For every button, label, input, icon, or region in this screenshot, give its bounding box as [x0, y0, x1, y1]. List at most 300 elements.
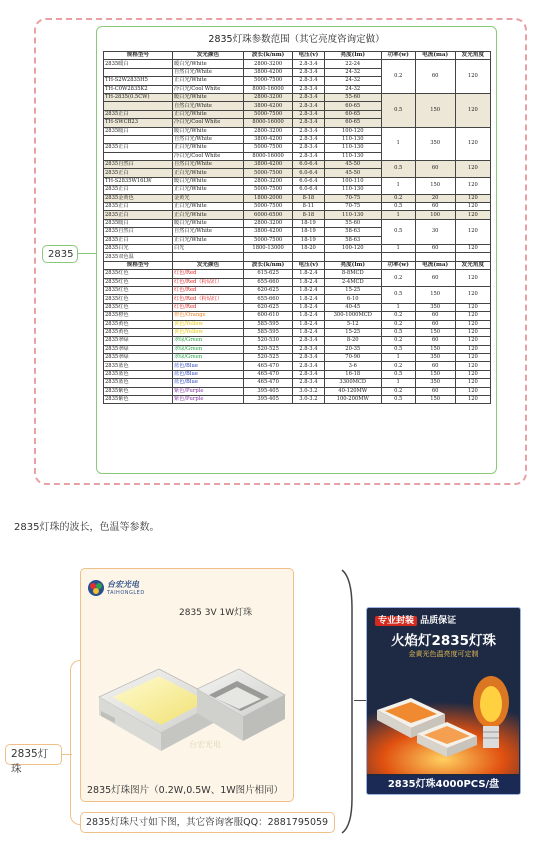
table-cell: 120: [455, 93, 490, 127]
table-cell: TH-2835(0.5CW): [104, 93, 173, 101]
table-row: [104, 60, 491, 68]
table-cell: 150: [415, 370, 455, 378]
table-cell: 120: [455, 244, 490, 252]
product-image-card[interactable]: [80, 568, 294, 802]
table-cell: 红色/Red（粉钻红）: [172, 295, 243, 303]
table-cell: 5000-7500: [244, 169, 293, 177]
table-row: [104, 244, 491, 252]
table-cell: 120: [455, 203, 490, 211]
table-cell: 2835蓝色: [104, 379, 173, 387]
table-cell: 16-18: [324, 370, 381, 378]
table-cell: 2835自然白: [104, 228, 173, 236]
table-cell: 1: [381, 177, 415, 194]
table-cell: 2835蓝色: [104, 362, 173, 370]
table-row: [104, 337, 491, 345]
table-cell: 正白光/White: [172, 144, 243, 152]
table-cell: 3.0-3.2: [293, 396, 325, 404]
table-cell: 5000-7500: [244, 110, 293, 118]
table-cell: 1: [381, 354, 415, 362]
table-cell: 100-200MW: [324, 396, 381, 404]
table-cell: 黄色/Yellow: [172, 320, 243, 328]
table-cell: 120: [455, 60, 490, 94]
logo-mark-icon: [87, 579, 105, 597]
table-cell: [104, 68, 173, 76]
table-cell: 620-625: [244, 303, 293, 311]
table-cell: 2835红色: [104, 295, 173, 303]
table-cell: 2.8-3.4: [293, 77, 325, 85]
table-cell: 2835红色: [104, 303, 173, 311]
table-cell: 0.2: [381, 194, 415, 202]
table-cell: 100-110: [324, 177, 381, 185]
table-cell: 6.0-6.4: [293, 186, 325, 194]
table-cell: [455, 253, 490, 261]
table-cell: 0.2: [381, 337, 415, 345]
table-cell: 60-65: [324, 119, 381, 127]
table-cell: 紫色/Purple: [172, 387, 243, 395]
table-cell: 615-625: [244, 270, 293, 278]
promo-image-card[interactable]: [366, 607, 521, 795]
table-cell: 红色/Red: [172, 303, 243, 311]
table-cell: 3800-4200: [244, 102, 293, 110]
table-cell: 55-60: [324, 93, 381, 101]
table-cell: 150: [415, 345, 455, 353]
table-cell: 2835黄色: [104, 320, 173, 328]
table-cell: 1.8-2.4: [293, 278, 325, 286]
table-cell: 2.8-3.4: [293, 345, 325, 353]
table-cell: 2800-3200: [244, 219, 293, 227]
table-cell: 白光: [172, 244, 243, 252]
brand-logo: [87, 577, 151, 601]
table-cell: 0.5: [381, 93, 415, 127]
promo-footer-bar: 2835灯珠4000PCS/盘: [367, 776, 520, 794]
table-cell: 5000-7500: [244, 236, 293, 244]
table-cell: 1: [381, 127, 415, 161]
table-cell: 465-470: [244, 379, 293, 387]
table-cell: [172, 253, 243, 261]
table-cell: 55-60: [324, 219, 381, 227]
table-cell: [104, 152, 173, 160]
table-cell: 8-18: [293, 194, 325, 202]
mindmap-bracket-right: [340, 568, 354, 835]
table-cell: 395-405: [244, 387, 293, 395]
table-cell: 620-625: [244, 286, 293, 294]
table-cell: 2835翠绿: [104, 345, 173, 353]
table-cell: 120: [455, 396, 490, 404]
logo-text-cn: 台宏光电: [107, 580, 139, 589]
table-cell: 8-20: [324, 337, 381, 345]
table-cell: 110-130: [324, 186, 381, 194]
table-cell: 紫色/Purple: [172, 396, 243, 404]
table-cell: 0.2: [381, 312, 415, 320]
table-cell: 60: [415, 270, 455, 287]
spec-table-card: [96, 26, 497, 474]
table-row: [104, 93, 491, 101]
table-cell: 自然白光/White: [172, 228, 243, 236]
table-cell: 红色/Red: [172, 270, 243, 278]
table-cell: 120: [455, 303, 490, 311]
table-cell: 1: [381, 303, 415, 311]
table-cell: [293, 253, 325, 261]
table-cell: TH-S2W2835H5: [104, 77, 173, 85]
table-cell: 110-130: [324, 211, 381, 219]
table-cell: 2835红色: [104, 286, 173, 294]
table-cell: 红色/Red（粉钻红）: [172, 278, 243, 286]
table-cell: 1: [381, 379, 415, 387]
table-cell: 2800-3200: [244, 60, 293, 68]
table-cell: 蓝色/Blue: [172, 362, 243, 370]
table-cell: 40-120MW: [324, 387, 381, 395]
promo-title: 火焰灯2835灯珠: [390, 633, 497, 649]
table-cell: 翠绿/Green: [172, 345, 243, 353]
table-cell: 2.8-3.4: [293, 144, 325, 152]
table-cell: 冷白光/Cool White: [172, 85, 243, 93]
table-cell: 2.8-3.4: [293, 135, 325, 143]
table-cell: 2.8-3.4: [293, 337, 325, 345]
table-cell: 0.2: [381, 270, 415, 287]
table-cell: 2835黄色: [104, 328, 173, 336]
table-cell: 3800-4200: [244, 68, 293, 76]
table-cell: 60: [415, 161, 455, 178]
table-cell: 24-32: [324, 85, 381, 93]
table-row: [104, 270, 491, 278]
table-header-cell: 电压(v): [293, 261, 325, 269]
product-spec-label: 2835 3V 1W灯珠: [179, 608, 253, 618]
table-cell: 正白光/White: [172, 211, 243, 219]
table-header-cell: 亮度(lm): [324, 261, 381, 269]
table-cell: 2835正白: [104, 110, 173, 118]
table-cell: 2835紫色: [104, 387, 173, 395]
table-cell: [244, 253, 293, 261]
table-cell: 自然白光/White: [172, 102, 243, 110]
table-cell: 自然白光/White: [172, 135, 243, 143]
table-cell: 正白光/White: [172, 186, 243, 194]
table-cell: 15-25: [324, 286, 381, 294]
mindmap-node-2835[interactable]: 2835: [42, 245, 78, 263]
table-header-cell: 发光角度: [455, 52, 490, 60]
table-cell: 2800-3200: [244, 177, 293, 185]
table-cell: 8-8MCD: [324, 270, 381, 278]
table-cell: 8000-16000: [244, 85, 293, 93]
table-cell: 2.8-3.4: [293, 93, 325, 101]
table-cell: 2.8-3.4: [293, 68, 325, 76]
table-cell: 24-32: [324, 77, 381, 85]
table-cell: 2835红色: [104, 270, 173, 278]
led-chip-photo: [89, 619, 287, 777]
table-cell: 2.8-3.4: [293, 119, 325, 127]
table-cell: 18-20: [293, 244, 325, 252]
table-cell: 120: [455, 379, 490, 387]
table-cell: TH-S2835W16LW: [104, 177, 173, 185]
table-cell: 45-50: [324, 161, 381, 169]
table-cell: 翠绿/Green: [172, 337, 243, 345]
table-cell: 520-525: [244, 354, 293, 362]
spec-table: [103, 51, 491, 404]
table-cell: 150: [415, 396, 455, 404]
table-cell: 58-63: [324, 236, 381, 244]
table-cell: 2835正白: [104, 186, 173, 194]
table-cell: 18-19: [293, 219, 325, 227]
table-cell: 冷白光/Cool White: [172, 119, 243, 127]
table-cell: 100-120: [324, 244, 381, 252]
table-row: [104, 379, 491, 387]
table-cell: 2835自然白: [104, 161, 173, 169]
table-cell: 自然白光/White: [172, 161, 243, 169]
mindmap-root-node[interactable]: 2835灯珠: [5, 744, 62, 765]
table-header-cell: 规格型号: [104, 261, 173, 269]
table-cell: 120: [455, 127, 490, 161]
table-row: [104, 177, 491, 185]
table-cell: 60: [415, 244, 455, 252]
table-cell: 金黄光: [172, 194, 243, 202]
table-header-cell: 电流(ma): [415, 52, 455, 60]
table-cell: 110-130: [324, 135, 381, 143]
table-cell: 150: [415, 286, 455, 303]
table-row: [104, 203, 491, 211]
product-image-caption: 2835灯珠图片（0.2W,0.5W、1W图片相同）: [87, 785, 284, 796]
table-cell: 0.5: [381, 396, 415, 404]
promo-badges: [375, 613, 456, 626]
table-cell: 520-530: [244, 337, 293, 345]
caption: 2835灯珠的波长，色温等参数。: [14, 522, 160, 533]
table-cell: 2800-3200: [244, 93, 293, 101]
table-cell: 暖白光/White: [172, 127, 243, 135]
table-header-cell: 功率(w): [381, 261, 415, 269]
table-cell: 0.5: [381, 286, 415, 303]
table-cell: 120: [455, 354, 490, 362]
table-cell: [104, 102, 173, 110]
table-cell: 2835翠绿: [104, 354, 173, 362]
table-cell: 120: [455, 219, 490, 244]
table-row: [104, 362, 491, 370]
table-cell: 0.2: [381, 362, 415, 370]
table-cell: 1: [381, 244, 415, 252]
table-cell: 8-18: [293, 211, 325, 219]
table-row: [104, 387, 491, 395]
table-row: [104, 127, 491, 135]
table-cell: 120: [455, 345, 490, 353]
table-cell: 60: [415, 387, 455, 395]
table-cell: 0.5: [381, 219, 415, 244]
table-cell: 585-595: [244, 320, 293, 328]
table-cell: 110-130: [324, 152, 381, 160]
table-cell: 655-660: [244, 295, 293, 303]
table-header-cell: 发光角度: [455, 261, 490, 269]
table-cell: 6.0-6.4: [293, 169, 325, 177]
table-row: [104, 320, 491, 328]
table-cell: 2835正白: [104, 236, 173, 244]
table-cell: 2.8-3.4: [293, 152, 325, 160]
logo-text-en: TAIHONGLED: [107, 590, 145, 596]
led-chip-back: [197, 669, 285, 741]
table-cell: 2835蓝色: [104, 370, 173, 378]
table-row: [104, 194, 491, 202]
table-cell: [324, 253, 381, 261]
table-cell: 0.5: [381, 328, 415, 336]
table-cell: 2.8-3.4: [293, 370, 325, 378]
table-cell: 70-75: [324, 203, 381, 211]
table-cell: 350: [415, 303, 455, 311]
table-cell: 自然白光/White: [172, 68, 243, 76]
table-cell: [415, 253, 455, 261]
table-cell: 150: [415, 328, 455, 336]
table-cell: 2835正白: [104, 144, 173, 152]
table-header-cell: 电压(v): [293, 52, 325, 60]
table-cell: 0.2: [381, 320, 415, 328]
watermark: 台宏光电: [189, 740, 221, 749]
table-header-cell: 电流(ma): [415, 261, 455, 269]
table-cell: 15-25: [324, 328, 381, 336]
table-row: [104, 354, 491, 362]
table-cell: 350: [415, 127, 455, 161]
table-cell: [104, 135, 173, 143]
table-cell: 2.8-3.4: [293, 85, 325, 93]
table-cell: 3300MCD: [324, 379, 381, 387]
table-cell: TH-SWCB23: [104, 119, 173, 127]
table-cell: 520-525: [244, 345, 293, 353]
table-cell: 3800-4200: [244, 135, 293, 143]
table-cell: 3-6: [324, 362, 381, 370]
table-cell: 70-90: [324, 354, 381, 362]
table-cell: 2835暖白: [104, 219, 173, 227]
table-cell: 70-75: [324, 194, 381, 202]
table-cell: 120: [455, 337, 490, 345]
table-cell: 正白光/White: [172, 203, 243, 211]
table-cell: 58-63: [324, 228, 381, 236]
badge-packaging: 专业封装: [375, 616, 417, 626]
table-cell: 1.8-2.4: [293, 320, 325, 328]
table-cell: 1.8-2.4: [293, 295, 325, 303]
table-cell: 18-19: [293, 236, 325, 244]
table-cell: 40-45: [324, 303, 381, 311]
table-cell: 橙色/Orange: [172, 312, 243, 320]
table-cell: 2835紫色: [104, 396, 173, 404]
spec-table-title: 2835灯珠参数范围（其它亮度咨询定做）: [208, 34, 385, 45]
table-row: [104, 303, 491, 311]
table-cell: 150: [415, 93, 455, 127]
table-cell: 6-10: [324, 295, 381, 303]
table-row: [104, 211, 491, 219]
table-row: [104, 161, 491, 169]
table-cell: 45-50: [324, 169, 381, 177]
table-row: [104, 253, 491, 261]
table-cell: 8000-16000: [244, 119, 293, 127]
table-cell: 6.0-6.4: [293, 177, 325, 185]
table-cell: 1.8-2.4: [293, 312, 325, 320]
table-cell: 655-660: [244, 278, 293, 286]
table-cell: TH-C0W2835K2: [104, 85, 173, 93]
table-cell: 蓝色/Blue: [172, 379, 243, 387]
table-cell: 120: [455, 270, 490, 287]
table-cell: 暖白光/White: [172, 60, 243, 68]
table-cell: 110-130: [324, 144, 381, 152]
table-cell: 120: [455, 362, 490, 370]
table-cell: 黄色/Yellow: [172, 328, 243, 336]
table-row: [104, 345, 491, 353]
table-cell: 120: [455, 320, 490, 328]
table-cell: 2-4MCD: [324, 278, 381, 286]
table-cell: 红色/Red: [172, 286, 243, 294]
table-cell: 蓝色/Blue: [172, 370, 243, 378]
table-cell: 正白光/White: [172, 77, 243, 85]
table-cell: 暖白光/White: [172, 219, 243, 227]
table-cell: 翠绿/Green: [172, 354, 243, 362]
table-cell: 2.8-3.4: [293, 362, 325, 370]
table-header-cell: 波长(k/nm): [244, 52, 293, 60]
table-row: [104, 286, 491, 294]
table-cell: 2835双色温: [104, 253, 173, 261]
mindmap-connector: [354, 700, 366, 701]
table-header-cell: 发光颜色: [172, 261, 243, 269]
table-cell: 暖白光/White: [172, 93, 243, 101]
table-row: [104, 219, 491, 227]
table-cell: 150: [415, 177, 455, 194]
table-cell: 正白光/White: [172, 169, 243, 177]
table-cell: 2835正白: [104, 203, 173, 211]
size-info-node[interactable]: 2835灯珠尺寸如下图，其它咨询客服QQ：2881795059: [80, 812, 335, 833]
flame-led-photo: [367, 662, 519, 774]
table-cell: 1.8-2.4: [293, 328, 325, 336]
table-cell: 60: [415, 60, 455, 94]
table-header-cell: 波长(k/nm): [244, 261, 293, 269]
table-cell: 2.8-3.4: [293, 110, 325, 118]
table-cell: 0.2: [381, 387, 415, 395]
table-cell: 1.8-2.4: [293, 286, 325, 294]
table-header-cell: 规格型号: [104, 52, 173, 60]
table-cell: 24-32: [324, 68, 381, 76]
table-cell: 5000-7500: [244, 144, 293, 152]
table-cell: 60: [415, 337, 455, 345]
table-cell: 2835金黄色: [104, 194, 173, 202]
table-cell: 2.8-3.4: [293, 102, 325, 110]
table-header-cell: 亮度(lm): [324, 52, 381, 60]
table-row: [104, 370, 491, 378]
table-cell: 585-595: [244, 328, 293, 336]
table-cell: 395-405: [244, 396, 293, 404]
table-cell: 正白光/White: [172, 236, 243, 244]
table-header-row: [104, 52, 491, 60]
table-cell: 3800-4200: [244, 161, 293, 169]
table-cell: 2.8-3.4: [293, 60, 325, 68]
table-cell: 350: [415, 379, 455, 387]
table-cell: 60: [415, 320, 455, 328]
table-header-cell: 发光颜色: [172, 52, 243, 60]
table-cell: 8000-16000: [244, 152, 293, 160]
table-cell: [381, 253, 415, 261]
table-cell: 5000-7500: [244, 186, 293, 194]
table-cell: 60: [415, 312, 455, 320]
table-cell: 2835红色: [104, 278, 173, 286]
table-cell: 2.8-3.4: [293, 354, 325, 362]
table-cell: 2835白光: [104, 244, 173, 252]
table-cell: 1800-13000: [244, 244, 293, 252]
table-cell: 120: [455, 312, 490, 320]
table-cell: 120: [455, 387, 490, 395]
table-cell: 0.5: [381, 345, 415, 353]
table-cell: 3.0-3.2: [293, 387, 325, 395]
table-cell: 6000-6500: [244, 211, 293, 219]
table-cell: 2.8-3.4: [293, 127, 325, 135]
table-cell: 2.8-3.4: [293, 379, 325, 387]
table-cell: 2835暖白: [104, 127, 173, 135]
table-cell: 120: [455, 328, 490, 336]
table-cell: 600-610: [244, 312, 293, 320]
table-cell: 5000-7500: [244, 77, 293, 85]
table-cell: 5-12: [324, 320, 381, 328]
table-cell: 暖白光/White: [172, 177, 243, 185]
table-cell: 0.2: [381, 60, 415, 94]
table-cell: 20: [415, 194, 455, 202]
table-cell: 100-120: [324, 127, 381, 135]
